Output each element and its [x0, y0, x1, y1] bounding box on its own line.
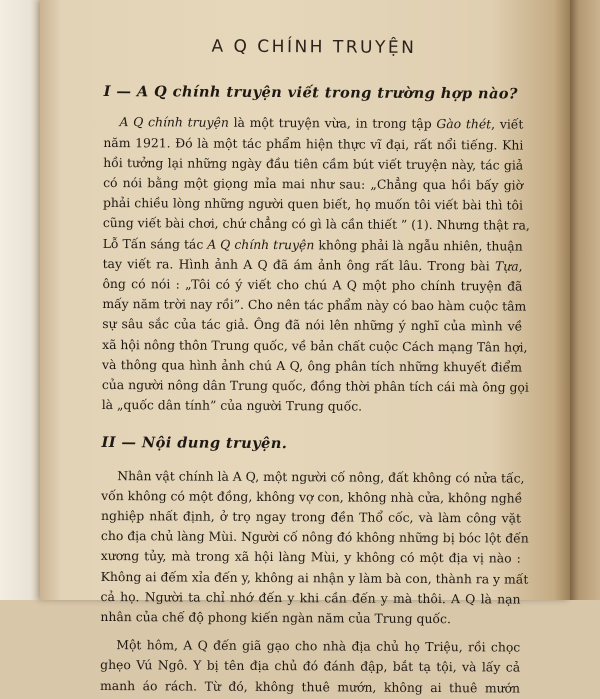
text-segment: mấy năm trời nay rồi”. Cho nên tác phẩm này có bao hàm cuộc tâm — [102, 296, 527, 314]
text-line — [100, 526, 529, 549]
text-line — [103, 234, 523, 257]
text-line — [102, 274, 522, 297]
text-line — [103, 153, 523, 176]
text-segment: Không ai đếm xỉa đến y, không ai nhận y làm bà con, thành ra y mất — [100, 568, 529, 587]
text-segment: cả họ. Người ta chỉ nhớ đến y khi cần đến y mà thôi. A Q là nạn — [100, 588, 521, 607]
text-segment: ông có nói : „Tôi có ý viết cho chú A Q một pho chính truyện đã — [102, 276, 523, 294]
text-segment: ghẹo Vú Ngô. Y bị tên địa chủ đó đánh đập, bắt tạ tội, và lấy cả — [100, 657, 521, 676]
text-line — [101, 375, 529, 398]
text-segment: cho địa chủ làng Mùi. Người cố nông đó không những bị bóc lột đến — [100, 528, 529, 546]
text-segment: , — [518, 258, 523, 274]
section-1-paragraph — [101, 112, 530, 418]
text-segment: hồi tưởng lại những ngày đầu tiên cầm bút viết truyện này, tác giả — [103, 154, 524, 173]
section-2-paragraph-2 — [100, 635, 520, 698]
chapter-title: A Q CHÍNH TRUYỆN — [211, 36, 417, 58]
section-2-paragraph-1 — [100, 466, 529, 630]
italic-text: Gào thét — [436, 116, 492, 132]
text-line — [102, 314, 522, 337]
text-segment: không phải là ngẫu nhiên, thuận — [314, 236, 523, 254]
text-segment: nhân của chế độ phong kiến ngàn năm của Trung quốc. — [100, 609, 451, 627]
text-line — [100, 567, 529, 590]
text-segment: , viết — [491, 116, 524, 132]
text-line — [101, 486, 521, 509]
text-line — [103, 254, 523, 277]
text-segment: tay viết ra. Hình ảnh A Q đã ám ảnh ông rất lâu. Trong bài — [102, 255, 496, 274]
text-segment: và thông qua hình ảnh chú A Q, ông phân tích những khuyết điểm — [101, 356, 523, 375]
italic-text: Tựa — [494, 258, 519, 274]
text-segment: có nói bằng một giọng mỉa mai như sau: „Chẳng qua hồi bấy giờ — [103, 175, 524, 193]
text-segment: Một hôm, A Q đến giã gạo cho nhà địa chủ họ Triệu, rồi chọc — [116, 637, 521, 655]
italic-text: A Q chính truyện — [207, 236, 315, 252]
text-line — [102, 355, 522, 378]
text-segment: xã hội nông thôn Trung quốc, về bản chất cuộc Cách mạng Tân hợi, — [102, 336, 528, 355]
text-segment: năm 1921. Đó là một tác phẩm hiện thực vĩ đại, rất nổi tiếng. Khi — [103, 134, 524, 153]
text-line — [101, 587, 521, 610]
text-line — [103, 173, 523, 196]
text-segment: sự sâu sắc của tác giả. Ông đã nói lên những ý nghĩ của mình về — [102, 316, 523, 334]
facing-page-edge — [570, 0, 600, 600]
text-line — [100, 676, 520, 699]
text-segment: phải chiều lòng những người quen biết, họ muốn tôi viết bài thì tôi — [102, 195, 524, 213]
text-segment: nghiệp nhất định, ở trọ ngay trong đền Thổ cốc, và làm công vặt — [101, 508, 522, 526]
text-segment: vốn không có một đồng, không vợ con, không nhà cửa, không nghề — [101, 487, 523, 506]
italic-text: A Q chính truyện — [119, 114, 229, 131]
text-line — [101, 546, 521, 569]
text-segment: là „quốc dân tính” của người Trung quốc. — [101, 397, 363, 414]
text-line — [102, 294, 527, 317]
text-segment: Nhân vật chính là A Q, một người cố nông, đất không có nửa tấc, — [117, 467, 525, 486]
text-line — [101, 466, 525, 489]
text-line — [102, 335, 528, 358]
section-1-heading: I — A Q chính truyện viết trong trường hợp nào? — [103, 83, 518, 103]
text-segment: của người nông dân Trung quốc, đồng thời phân tích cái mà ông gọi — [101, 377, 529, 395]
text-line — [103, 193, 523, 216]
text-line — [100, 607, 520, 630]
text-segment: xương tủy, mà trong xã hội làng Mùi, y không có một địa vị nào : — [100, 548, 521, 567]
text-line — [102, 395, 522, 418]
text-line — [103, 133, 523, 156]
text-segment: cũng viết bài chơi, chứ chẳng có gì là cần thiết ” (1). Nhưng thật ra, — [102, 215, 530, 234]
text-segment: Lỗ Tấn sáng tác — [102, 235, 208, 252]
text-line — [101, 506, 521, 529]
text-line — [100, 655, 520, 678]
text-segment: là một truyện vừa, in trong tập — [228, 115, 437, 132]
text-segment: manh áo rách. Từ đó, không thuê mướn, không ai thuê mướn — [99, 677, 521, 696]
text-line — [100, 635, 520, 658]
page-content — [99, 36, 530, 698]
text-line — [102, 213, 530, 236]
section-2-heading: II — Nội dung truyện. — [101, 434, 288, 453]
text-line — [103, 112, 523, 135]
